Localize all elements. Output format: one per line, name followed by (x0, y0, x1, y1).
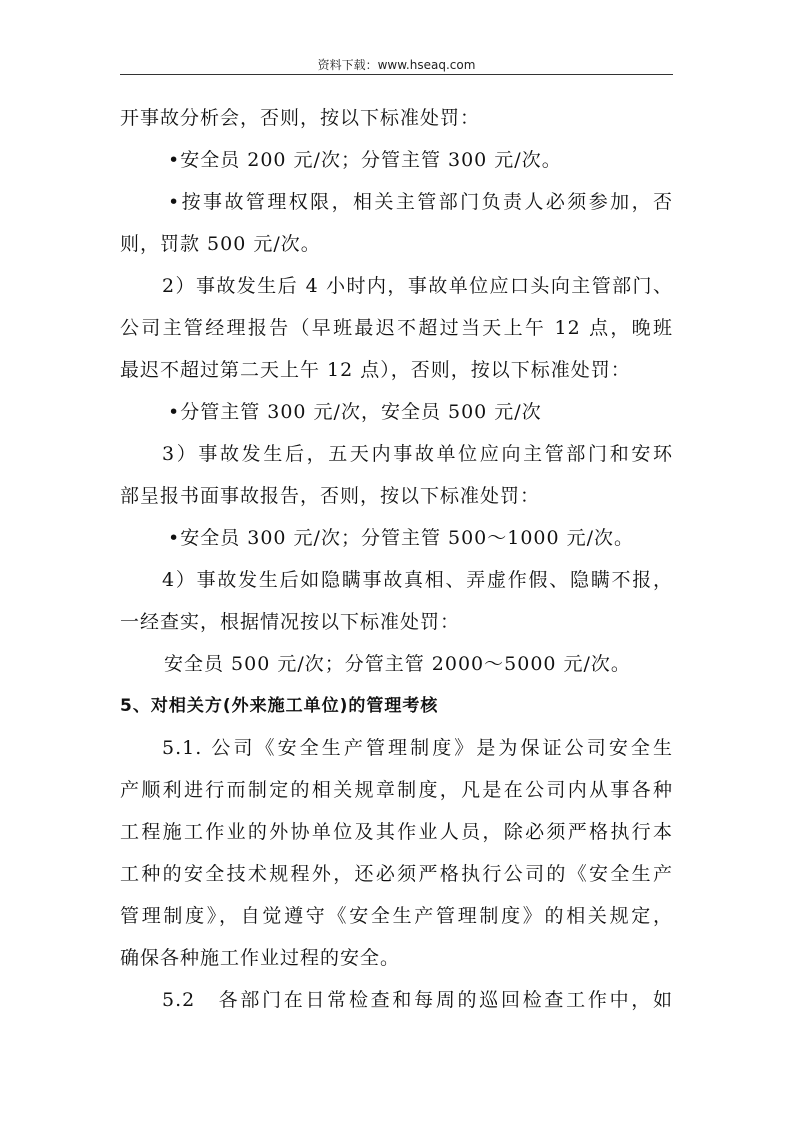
text-line: 产顺利进行而制定的相关规章制度，凡是在公司内从事各种 (120, 779, 673, 801)
text-line: 最迟不超过第二天上午 12 点），否则，按以下标准处罚： (120, 359, 631, 381)
header-divider (120, 74, 673, 75)
bullet-line: •分管主管 300 元/次，安全员 500 元/次 (168, 401, 542, 423)
list-item-3: 3）事故发生后，五天内事故单位应向主管部门和安环 (162, 443, 673, 465)
text-line: 一经查实，根据情况按以下标准处罚： (120, 611, 461, 633)
bullet-line: •按事故管理权限，相关主管部门负责人必须参加，否 (168, 191, 673, 213)
text-line: 工程施工作业的外协单位及其作业人员，除必须严格执行本 (120, 821, 673, 843)
bullet-line: •安全员 200 元/次；分管主管 300 元/次。 (168, 149, 562, 171)
text-line: 部呈报书面事故报告，否则，按以下标准处罚： (120, 485, 541, 507)
text-line: 工种的安全技术规程外，还必须严格执行公司的《安全生产 (120, 863, 673, 885)
section-heading: 5、对相关方(外来施工单位)的管理考核 (120, 696, 439, 716)
text-line: 开事故分析会，否则，按以下标准处罚： (120, 107, 481, 129)
text-line: 确保各种施工作业过程的安全。 (120, 947, 401, 969)
paragraph-5-1: 5.1. 公司《安全生产管理制度》是为保证公司安全生 (162, 737, 673, 759)
list-item-2: 2）事故发生后 4 小时内，事故单位应口头向主管部门、 (162, 275, 673, 297)
list-item-4: 4）事故发生后如隐瞒事故真相、弄虚作假、隐瞒不报， (162, 569, 673, 591)
text-line: 安全员 500 元/次；分管主管 2000～5000 元/次。 (164, 653, 631, 675)
bullet-line: •安全员 300 元/次；分管主管 500～1000 元/次。 (168, 527, 635, 549)
text-line: 管理制度》，自觉遵守《安全生产管理制度》的相关规定， (120, 905, 673, 927)
page-header: 资料下载：www.hseaq.com (317, 58, 476, 72)
text-line: 公司主管经理报告（早班最迟不超过当天上午 12 点，晚班 (120, 317, 673, 339)
text-line: 则，罚款 500 元/次。 (120, 233, 321, 255)
paragraph-5-2: 5.2 各部门在日常检查和每周的巡回检查工作中，如 (162, 989, 673, 1011)
